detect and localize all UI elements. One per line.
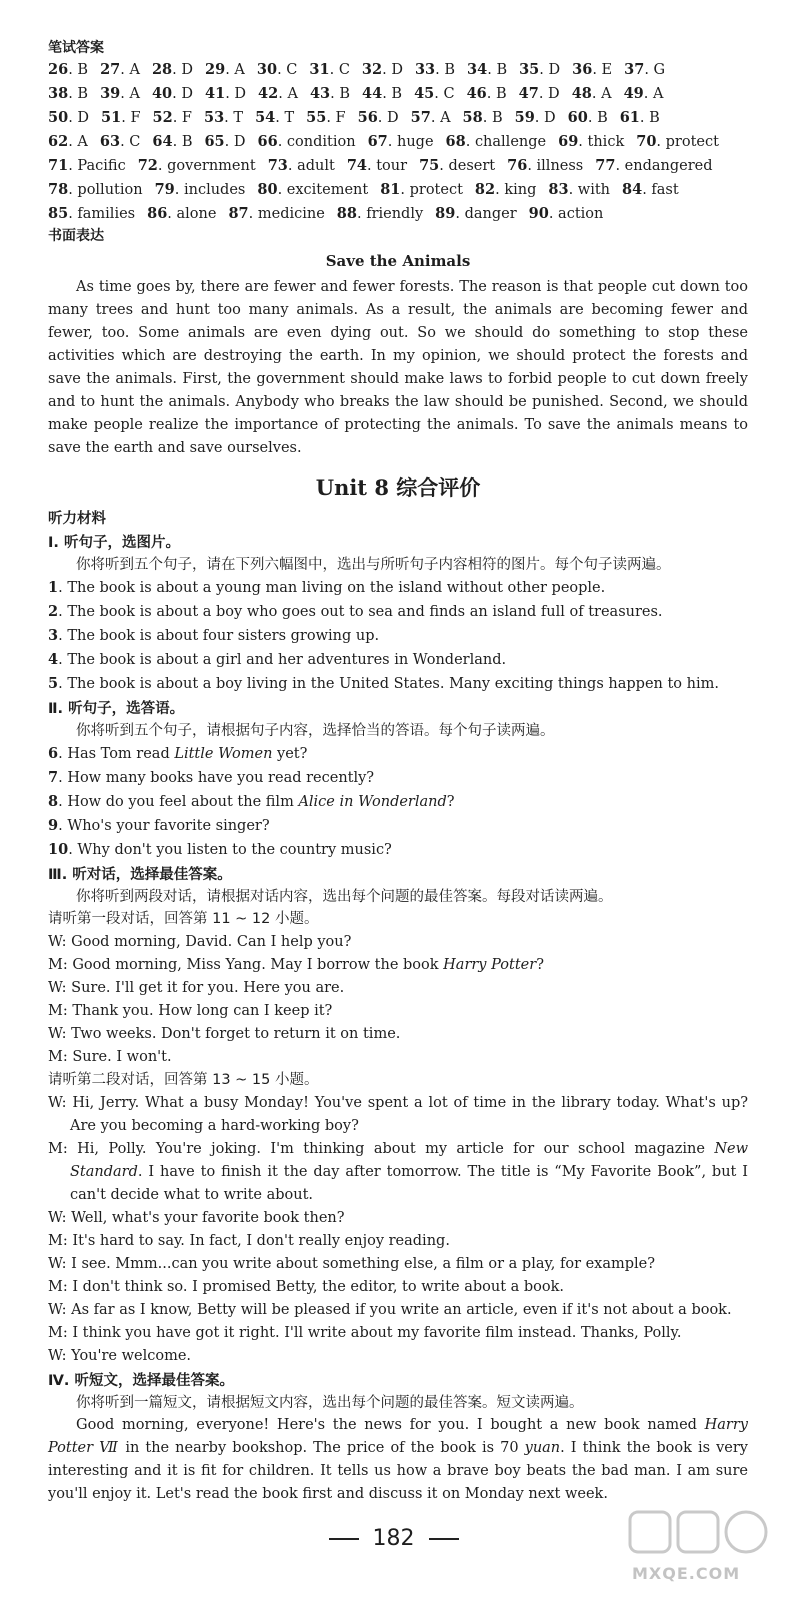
answer-value: with — [577, 182, 610, 198]
dialog-line: M: Sure. I won't. — [48, 1049, 172, 1065]
answer-value: B — [495, 86, 507, 102]
answer-number: 26 — [48, 61, 69, 78]
answer-item: 36. E — [572, 61, 613, 78]
answer-number: 55 — [306, 109, 327, 126]
dialog-line: W: Good morning, David. Can I help you? — [48, 934, 352, 950]
answer-item: 34. B — [467, 61, 508, 78]
answer-value: A — [652, 86, 664, 102]
answer-item: 64. B — [152, 133, 193, 150]
answer-value: huge — [396, 134, 434, 150]
dash-left — [329, 1538, 359, 1540]
answer-value: adult — [297, 158, 335, 174]
answer-number: 29 — [205, 61, 226, 78]
question-8: 8. How do you feel about the film Alice in Wonderland? — [48, 793, 455, 810]
section-1-instruction: 你将听到五个句子，请在下列六幅图中，选出与所听句子内容相符的图片。每个句子读两遍。 — [76, 557, 671, 573]
passage: Good morning, everyone! Here's the news for you. I bought a new book named Harry Potter Ⅶ in the nearby bookshop. The price of the book is 70 yuan. I think the book is very interesting and it is fit for children. It tells us how a brave boy beats the bad man. I am sure you'll enjoy it. Let's read the book first and discuss it on Monday next week. — [48, 1417, 748, 1502]
answer-item: 84. fast — [622, 181, 679, 198]
answer-row — [48, 130, 748, 154]
dialog-2-intro: 请听第二段对话，回答第 13 ~ 15 小题。 — [48, 1072, 319, 1088]
answer-number: 41 — [205, 85, 226, 102]
answer-number: 32 — [361, 61, 383, 78]
answer-key — [48, 58, 748, 226]
answer-value: C — [443, 86, 455, 102]
dialog-line: M: I don't think so. I promised Betty, the editor, to write about a book. — [48, 1279, 565, 1295]
answer-number: 47 — [518, 85, 539, 102]
answer-number: 27 — [100, 61, 121, 78]
item-number: 4 — [48, 651, 59, 668]
answer-number: 31 — [309, 61, 330, 78]
answer-item: 70. protect — [636, 133, 719, 150]
answer-item: 53. T — [203, 109, 244, 126]
answer-item: 58. B — [462, 109, 503, 126]
answer-value: B — [496, 62, 508, 78]
answer-number: 74 — [346, 157, 368, 174]
answer-item: 54. T — [255, 109, 295, 126]
answer-row — [48, 82, 748, 106]
writing-heading: 书面表达 — [48, 228, 104, 244]
answer-item: 59. D — [514, 109, 556, 126]
answer-value: A — [234, 62, 245, 78]
answer-number: 82 — [474, 181, 496, 198]
section-2-instruction: 你将听到五个句子，请根据句子内容，选择恰当的答语。每个句子读两遍。 — [76, 723, 555, 739]
answer-item: 52. F — [152, 109, 192, 126]
answers-heading: 笔试答案 — [48, 40, 104, 56]
answer-item: 31. C — [309, 61, 350, 78]
answer-value: B — [491, 110, 503, 126]
answer-item: 74. tour — [346, 157, 408, 174]
answer-item: 38. B — [48, 85, 89, 102]
answer-value: A — [77, 134, 88, 150]
answer-item: 89. danger — [435, 205, 517, 222]
answer-item: 78. pollution — [48, 181, 143, 198]
answer-value: A — [601, 86, 612, 102]
answer-number: 37 — [624, 61, 645, 78]
answer-value: A — [287, 86, 298, 102]
answer-item: 56. D — [357, 109, 399, 126]
answer-number: 88 — [336, 205, 357, 222]
answer-number: 42 — [258, 85, 279, 102]
answer-item: 75. desert — [419, 157, 496, 174]
dialog-line: M: Good morning, Miss Yang. May I borrow the book Harry Potter? — [48, 957, 544, 973]
answer-number: 69 — [558, 133, 579, 150]
answer-number: 80 — [257, 181, 278, 198]
dialog-line: W: Sure. I'll get it for you. Here you are. — [48, 980, 345, 996]
answer-value: medicine — [257, 206, 325, 222]
answer-item: 55. F — [306, 109, 346, 126]
dialog-1-intro: 请听第一段对话，回答第 11 ~ 12 小题。 — [48, 911, 319, 927]
answer-number: 67 — [367, 133, 388, 150]
page-number: 182 — [0, 1526, 787, 1551]
answer-number: 85 — [48, 205, 69, 222]
answer-number: 36 — [572, 61, 593, 78]
answer-number: 90 — [528, 205, 549, 222]
item-number: 1 — [48, 579, 59, 596]
answer-row — [48, 178, 748, 202]
dialog-line: W: Well, what's your favorite book then? — [48, 1210, 345, 1226]
answer-item: 39. A — [100, 85, 140, 102]
answer-item: 63. C — [99, 133, 141, 150]
answer-item: 86. alone — [147, 205, 217, 222]
answer-item: 50. D — [48, 109, 90, 126]
answer-number: 35 — [519, 61, 540, 78]
answer-number: 75 — [419, 157, 440, 174]
answer-item: 49. A — [623, 85, 664, 102]
answer-value: B — [597, 110, 608, 126]
answer-value: condition — [286, 134, 356, 150]
answer-value: D — [387, 110, 399, 126]
dialog-line: M: I think you have got it right. I'll write about my favorite film instead. Thanks, Polly. — [48, 1325, 682, 1341]
item-text: The book is about a girl and her adventures in Wonderland. — [67, 652, 507, 668]
answer-value: C — [129, 134, 141, 150]
answer-number: 39 — [100, 85, 121, 102]
answer-item: 28. D — [151, 61, 193, 78]
item-number: 3 — [48, 627, 59, 644]
answer-item: 69. thick — [558, 133, 625, 150]
answer-value: D — [548, 86, 560, 102]
dialog-line: W: You're welcome. — [48, 1348, 192, 1364]
answer-value: fast — [651, 182, 679, 198]
answer-item: 45. C — [414, 85, 455, 102]
answer-item: 71. Pacific — [48, 157, 126, 174]
answer-number: 40 — [151, 85, 173, 102]
answer-value: B — [339, 86, 350, 102]
answer-number: 50 — [48, 109, 69, 126]
answer-row — [48, 202, 748, 226]
answer-number: 65 — [204, 133, 225, 150]
essay — [48, 276, 748, 460]
answer-value: C — [286, 62, 298, 78]
answer-number: 83 — [548, 181, 569, 198]
answer-value: excitement — [286, 182, 369, 198]
question-6: 6. Has Tom read Little Women yet? — [48, 745, 308, 762]
answer-value: D — [181, 86, 193, 102]
answer-number: 66 — [257, 133, 278, 150]
answer-item: 80. excitement — [257, 181, 369, 198]
answer-item: 90. action — [528, 205, 604, 222]
item-text: The book is about four sisters growing up. — [67, 628, 380, 644]
dialog-line: W: As far as I know, Betty will be pleased if you write an article, even if it's not about a book. — [48, 1302, 732, 1318]
answer-number: 73 — [267, 157, 288, 174]
answer-number: 48 — [571, 85, 592, 102]
answer-item: 33. B — [414, 61, 456, 78]
essay-text: As time goes by, there are fewer and fewer forests. The reason is that people cut down too many trees and hunt too many animals. As a result, the animals are becoming fewer and fewer, too. Some animals are even dying out. So we should do something to stop these activities which are destroying the earth. In my opinion, we should protect the forests and save the animals. First, the government should make laws to forbid people to cut down freely and to hunt the animals. Anybody who breaks the law should be punished. Second, we should make people realize the importance of protecting the animals. To save the animals means to save the earth and save ourselves. — [48, 279, 748, 456]
answer-value: D — [548, 62, 561, 78]
answer-item: 30. C — [256, 61, 298, 78]
answer-value: B — [391, 86, 403, 102]
answer-number: 34 — [467, 61, 488, 78]
answer-number: 46 — [466, 85, 487, 102]
dialog-line: W: I see. Mmm...can you write about something else, a film or a play, for example? — [48, 1256, 656, 1272]
answer-item: 57. A — [410, 109, 451, 126]
answer-value: B — [181, 134, 193, 150]
section-1-item: 1. The book is about a young man living on the island without other people. — [48, 579, 606, 596]
answer-item: 27. A — [100, 61, 140, 78]
answer-value: F — [181, 110, 192, 126]
answer-item: 73. adult — [267, 157, 335, 174]
listening-heading: 听力材料 — [48, 511, 106, 527]
answer-number: 72 — [137, 157, 158, 174]
section-3-heading: Ⅲ. 听对话，选择最佳答案。 — [48, 867, 232, 883]
answer-item: 68. challenge — [445, 133, 547, 150]
answer-number: 33 — [414, 61, 436, 78]
answer-value: B — [649, 110, 660, 126]
item-text: The book is about a boy who goes out to sea and finds an island full of treasures. — [67, 604, 663, 620]
dialog-line: W: Two weeks. Don't forget to return it on time. — [48, 1026, 401, 1042]
answer-number: 84 — [622, 181, 643, 198]
answer-item: 26. B — [48, 61, 89, 78]
dialog-line: W: Hi, Jerry. What a busy Monday! You've spent a lot of time in the library today. What's up? Are you becoming a hard-working boy? — [48, 1095, 748, 1134]
answer-item: 87. medicine — [228, 205, 325, 222]
answer-number: 87 — [228, 205, 249, 222]
answer-value: challenge — [474, 134, 547, 150]
answer-value: action — [558, 206, 604, 222]
answer-item: 76. illness — [507, 157, 584, 174]
item-number: 5 — [48, 675, 59, 692]
answer-item: 46. B — [466, 85, 507, 102]
answer-item: 61. B — [619, 109, 660, 126]
answer-value: government — [167, 158, 256, 174]
answer-number: 78 — [48, 181, 69, 198]
answer-item: 79. includes — [154, 181, 246, 198]
answer-value: D — [181, 62, 193, 78]
answer-row — [48, 106, 748, 130]
answer-value: T — [233, 110, 244, 126]
answer-number: 63 — [99, 133, 121, 150]
section-1-item: 3. The book is about four sisters growing up. — [48, 627, 380, 644]
answer-value: D — [391, 62, 403, 78]
answer-number: 56 — [357, 109, 378, 126]
question-9: 9. Who's your favorite singer? — [48, 817, 270, 834]
dialog-line: M: It's hard to say. In fact, I don't really enjoy reading. — [48, 1233, 450, 1249]
answer-number: 51 — [101, 109, 122, 126]
answer-value: D — [233, 134, 246, 150]
answer-item: 67. huge — [367, 133, 434, 150]
answer-number: 58 — [462, 109, 483, 126]
dialog-line: M: Thank you. How long can I keep it? — [48, 1003, 333, 1019]
answer-number: 28 — [151, 61, 173, 78]
watermark-icon — [624, 1506, 774, 1566]
answer-value: D — [544, 110, 556, 126]
answer-value: thick — [587, 134, 625, 150]
answer-value: includes — [183, 182, 246, 198]
watermark-text: MXQE.COM — [632, 1564, 741, 1583]
answer-item: 60. B — [567, 109, 608, 126]
answer-item: 83. with — [548, 181, 610, 198]
answer-item: 42. A — [258, 85, 298, 102]
answer-value: pollution — [77, 182, 143, 198]
essay-title: Save the Animals — [325, 252, 471, 270]
answer-number: 71 — [48, 157, 69, 174]
answer-value: A — [129, 62, 140, 78]
question-7: 7. How many books have you read recently? — [48, 769, 375, 786]
answer-item: 43. B — [309, 85, 350, 102]
answer-number: 70 — [636, 133, 657, 150]
answer-number: 44 — [362, 85, 383, 102]
answer-number: 57 — [410, 109, 431, 126]
watermark-logo — [624, 1506, 774, 1586]
answer-item: 37. G — [624, 61, 666, 78]
answer-row — [48, 154, 748, 178]
answer-item: 41. D — [205, 85, 247, 102]
question-10: 10. Why don't you listen to the country music? — [48, 841, 392, 858]
answer-item: 48. A — [571, 85, 612, 102]
answer-value: protect — [665, 134, 719, 150]
answer-number: 53 — [203, 109, 225, 126]
answer-number: 52 — [152, 109, 173, 126]
answer-number: 76 — [507, 157, 528, 174]
answer-number: 62 — [48, 133, 69, 150]
answer-value: protect — [409, 182, 463, 198]
answer-value: B — [77, 62, 89, 78]
answer-number: 61 — [619, 109, 640, 126]
answer-number: 64 — [152, 133, 173, 150]
answer-number: 38 — [48, 85, 69, 102]
document-page — [48, 38, 748, 1506]
answer-item: 81. protect — [380, 181, 463, 198]
answer-item: 88. friendly — [336, 205, 424, 222]
answer-value: D — [77, 110, 90, 126]
answer-value: illness — [536, 158, 584, 174]
answer-value: T — [284, 110, 295, 126]
section-1-item: 5. The book is about a boy living in the United States. Many exciting things happen to him. — [48, 675, 719, 692]
answer-value: D — [234, 86, 247, 102]
answer-number: 86 — [147, 205, 168, 222]
section-1-items — [48, 576, 748, 696]
answer-value: Pacific — [77, 158, 126, 174]
answer-number: 59 — [514, 109, 535, 126]
answer-value: danger — [464, 206, 517, 222]
answer-item: 32. D — [361, 61, 403, 78]
dialog-line: M: Hi, Polly. You're joking. I'm thinking about my article for our school magazine New Standard. I have to finish it the day after tomorrow. The title is “My Favorite Book”, but I can't decide what to write about. — [48, 1141, 748, 1203]
answer-value: A — [129, 86, 140, 102]
section-1-item: 4. The book is about a girl and her adventures in Wonderland. — [48, 651, 507, 668]
answer-item: 72. government — [137, 157, 256, 174]
item-number: 2 — [48, 603, 59, 620]
unit-title: Unit 8 综合评价 — [315, 475, 481, 500]
answer-item: 65. D — [204, 133, 246, 150]
answer-value: families — [77, 206, 136, 222]
answer-item: 85. families — [48, 205, 136, 222]
answer-value: alone — [176, 206, 217, 222]
section-2-heading: Ⅱ. 听句子，选答语。 — [48, 701, 185, 717]
answer-number: 89 — [435, 205, 456, 222]
section-4-heading: Ⅳ. 听短文，选择最佳答案。 — [48, 1373, 234, 1389]
answer-number: 45 — [414, 85, 435, 102]
section-1-item: 2. The book is about a boy who goes out to sea and finds an island full of treasures. — [48, 603, 663, 620]
answer-item: 35. D — [519, 61, 561, 78]
answer-item: 47. D — [518, 85, 560, 102]
section-1-heading: Ⅰ. 听句子，选图片。 — [48, 535, 180, 551]
answer-number: 79 — [154, 181, 175, 198]
answer-number: 54 — [255, 109, 276, 126]
answer-number: 77 — [595, 157, 616, 174]
answer-item: 44. B — [362, 85, 403, 102]
answer-item: 40. D — [151, 85, 193, 102]
dash-right — [429, 1538, 459, 1540]
answer-number: 60 — [567, 109, 588, 126]
answer-number: 30 — [256, 61, 278, 78]
answer-value: E — [601, 62, 613, 78]
answer-item: 29. A — [205, 61, 245, 78]
answer-value: B — [77, 86, 89, 102]
answer-value: C — [338, 62, 350, 78]
answer-value: G — [653, 62, 666, 78]
answer-item: 62. A — [48, 133, 88, 150]
answer-item: 51. F — [101, 109, 141, 126]
answer-value: B — [444, 62, 456, 78]
answer-number: 49 — [623, 85, 644, 102]
answer-value: desert — [448, 158, 496, 174]
answer-number: 81 — [380, 181, 401, 198]
answer-item: 82. king — [474, 181, 537, 198]
answer-value: king — [504, 182, 537, 198]
answer-value: F — [335, 110, 346, 126]
section-3-instruction: 你将听到两段对话，请根据对话内容，选出每个问题的最佳答案。每段对话读两遍。 — [76, 889, 613, 905]
section-4-instruction: 你将听到一篇短文，请根据短文内容，选出每个问题的最佳答案。短文读两遍。 — [76, 1395, 584, 1411]
answer-number: 68 — [445, 133, 466, 150]
answer-value: endangered — [624, 158, 713, 174]
answer-value: friendly — [366, 206, 424, 222]
answer-number: 43 — [309, 85, 331, 102]
answer-row — [48, 58, 748, 82]
answer-item: 77. endangered — [595, 157, 713, 174]
answer-value: A — [440, 110, 451, 126]
item-text: The book is about a boy living in the United States. Many exciting things happen to him. — [67, 676, 719, 692]
item-text: The book is about a young man living on the island without other people. — [67, 580, 606, 596]
answer-value: F — [130, 110, 141, 126]
answer-value: tour — [376, 158, 408, 174]
answer-item: 66. condition — [257, 133, 356, 150]
